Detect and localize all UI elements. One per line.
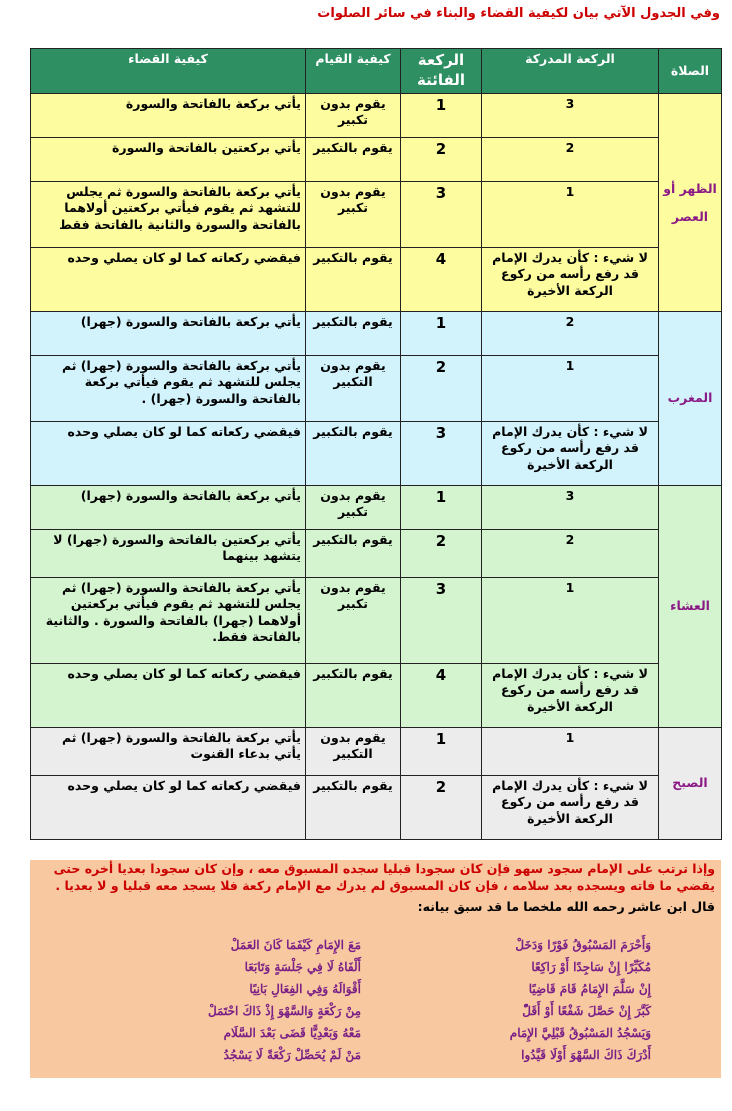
cell-faita: 2 [401, 356, 482, 422]
header-qiyam: كيفية القيام [306, 49, 401, 94]
table-row [31, 776, 722, 840]
cell-faita: 1 [401, 728, 482, 776]
cell-qiyam: يقوم بالتكبير [306, 776, 401, 840]
verse-right: أَدْرَكَ ذَاكَ السَّهْوَ أَوْلَا قَيَّدُوا [521, 1048, 651, 1062]
cell-mudraka: 3 [482, 486, 659, 530]
table-header-row [31, 49, 722, 94]
makeup-prayer-table [30, 48, 722, 840]
cell-faita: 1 [401, 94, 482, 138]
cell-faita: 4 [401, 664, 482, 728]
verse-left: أَقْوَالَهُ وَفِي الفِعَالِ بَانِيًا [249, 982, 361, 996]
cell-qada: فيقضي ركعاته كما لو كان يصلي وحده [31, 248, 306, 312]
verse-right: وَأَحْرَمَ المَسْبُوقُ فَوْرًا وَدَخَلْ [515, 938, 651, 952]
verse-right: إِنْ سَلَّمَ الإِمَامُ قَامَ قَاضِيًا [528, 982, 651, 996]
header-salat: الصلاة [659, 49, 722, 94]
cell-qiyam: يقوم بالتكبير [306, 138, 401, 182]
salat-isha: العشاء [659, 486, 722, 728]
cell-qiyam: يقوم بدون تكبير [306, 578, 401, 664]
table-row [31, 138, 722, 182]
cell-qada: يأتي بركعة بالفاتحة والسورة (جهرا) ثم يجلس للتشهد ثم يقوم فيأتي بركعتين أولاهما (جهرا) بالفاتحة والسورة . والثانية بالفاتحة فقط. [31, 578, 306, 664]
cell-qiyam: يقوم بدون التكبير [306, 728, 401, 776]
cell-qiyam: يقوم بالتكبير [306, 248, 401, 312]
cell-faita: 3 [401, 578, 482, 664]
header-faita: الركعة الفائتة [401, 49, 482, 94]
header-qada: كيفية القضاء [31, 49, 306, 94]
verse-right: كَبَّرَ إِنْ حَصَّلَ شَفْعًا أَوْ أَقَلّْ [522, 1004, 651, 1018]
cell-qada: فيقضي ركعاته كما لو كان يصلي وحده [31, 422, 306, 486]
cell-mudraka: 1 [482, 182, 659, 248]
cell-mudraka: 1 [482, 578, 659, 664]
cell-qada: فيقضي ركعاته كما لو كان يصلي وحده [31, 664, 306, 728]
cell-qada: يأتي بركعة بالفاتحة والسورة (جهرا) ثم يجلس للتشهد ثم يقوم فيأتي بركعة بالفاتحة والسورة (جهرا) . [31, 356, 306, 422]
cell-qiyam: يقوم بالتكبير [306, 312, 401, 356]
cell-qada: يأتي بركعتين بالفاتحة والسورة [31, 138, 306, 182]
cell-qada: فيقضي ركعاته كما لو كان يصلي وحده [31, 776, 306, 840]
cell-qada: يأتي بركعة بالفاتحة والسورة (جهرا) ثم يأتي بدعاء القنوت [31, 728, 306, 776]
cell-faita: 2 [401, 530, 482, 578]
cell-qiyam: يقوم بدون تكبير [306, 486, 401, 530]
cell-mudraka: 2 [482, 138, 659, 182]
salat-subh: الصبح [659, 728, 722, 840]
table-row [31, 422, 722, 486]
page-title: وفي الجدول الآتي بيان لكيفية القضاء والبناء في سائر الصلوات [317, 6, 720, 21]
verse-left: أَلْفَاهُ لَا فِي جَلْسَةٍ وَتَابَعَا [244, 960, 361, 974]
cell-mudraka: لا شيء : كأن يدرك الإمام قد رفع رأسه من ركوع الركعة الأخيرة [482, 776, 659, 840]
verse-right: مُكَبِّرًا إِنْ سَاجِدًا أَوْ رَاكِعًا [531, 960, 651, 974]
cell-qiyam: يقوم بالتكبير [306, 664, 401, 728]
cell-mudraka: 1 [482, 356, 659, 422]
cell-faita: 3 [401, 422, 482, 486]
cell-faita: 4 [401, 248, 482, 312]
poem-intro: قال ابن عاشر رحمه الله ملخصا ما قد سبق بيانه: [417, 899, 715, 914]
table-row [31, 182, 722, 248]
table-row [31, 486, 722, 530]
cell-qiyam: يقوم بالتكبير [306, 530, 401, 578]
verse-left: مِنْ رَكْعَةٍ وَالسَّهْوَ إِذْ ذَاكَ احْتَمَلْ [207, 1004, 361, 1018]
verse-left: مَعَ الإِمَامِ كَيْفَمَا كَانَ العَمَلْ [230, 938, 361, 952]
cell-qada: يأتي بركعتين بالفاتحة والسورة (جهرا) لا يتشهد بينهما [31, 530, 306, 578]
verse-right: وَيَسْجُدُ المَسْبُوقُ قَبْلِيَّ الإِمَام [509, 1026, 651, 1040]
table-row [31, 94, 722, 138]
cell-qiyam: يقوم بالتكبير [306, 422, 401, 486]
sahw-paragraph: وإذا ترتب على الإمام سجود سهو فإن كان سجودا قبليا سجده المسبوق معه ، وإن كان سجودا بعديا أخره حتى يقضي ما فاته ويسجده بعد سلامه ، فإن كان المسبوق لم يدرك مع الإمام ركعة فلا يسجد معه قبليا و لا بعديا . [53, 861, 715, 893]
cell-qada: يأتي بركعة بالفاتحة والسورة (جهرا) [31, 312, 306, 356]
verse-left: مَنْ لَمْ يُحَصِّلْ رَكْعَةً لَا يَسْجُدُ [223, 1048, 361, 1062]
cell-mudraka: 2 [482, 530, 659, 578]
table-row [31, 578, 722, 664]
cell-mudraka: 3 [482, 94, 659, 138]
cell-qiyam: يقوم بدون تكبير [306, 94, 401, 138]
table-row [31, 664, 722, 728]
cell-qiyam: يقوم بدون التكبير [306, 356, 401, 422]
cell-mudraka: لا شيء : كأن يدرك الإمام قد رفع رأسه من ركوع الركعة الأخيرة [482, 248, 659, 312]
cell-qada: يأتي بركعة بالفاتحة والسورة [31, 94, 306, 138]
cell-faita: 1 [401, 486, 482, 530]
cell-faita: 1 [401, 312, 482, 356]
cell-qada: يأتي بركعة بالفاتحة والسورة ثم يجلس للتشهد ثم يقوم فيأتي بركعتين أولاهما بالفاتحة والسورة والثانية بالفاتحة فقط [31, 182, 306, 248]
header-mudraka: الركعة المدركة [482, 49, 659, 94]
cell-mudraka: لا شيء : كأن يدرك الإمام قد رفع رأسه من ركوع الركعة الأخيرة [482, 422, 659, 486]
table-row [31, 248, 722, 312]
cell-qiyam: يقوم بدون تكبير [306, 182, 401, 248]
cell-mudraka: 1 [482, 728, 659, 776]
table-row [31, 356, 722, 422]
cell-faita: 2 [401, 138, 482, 182]
table-row [31, 728, 722, 776]
salat-maghrib: المغرب [659, 312, 722, 486]
cell-faita: 2 [401, 776, 482, 840]
sahw-note-box [30, 860, 721, 1078]
verse-left: مَعْهُ وَبَعْدِيًّا قَضَى بَعْدَ السَّلَام [223, 1026, 361, 1040]
table-row [31, 530, 722, 578]
cell-faita: 3 [401, 182, 482, 248]
cell-mudraka: 2 [482, 312, 659, 356]
table-row [31, 312, 722, 356]
cell-mudraka: لا شيء : كأن يدرك الإمام قد رفع رأسه من ركوع الركعة الأخيرة [482, 664, 659, 728]
salat-dhuhr-asr: الظهر أو العصر [659, 94, 722, 312]
cell-qada: يأتي بركعة بالفاتحة والسورة (جهرا) [31, 486, 306, 530]
